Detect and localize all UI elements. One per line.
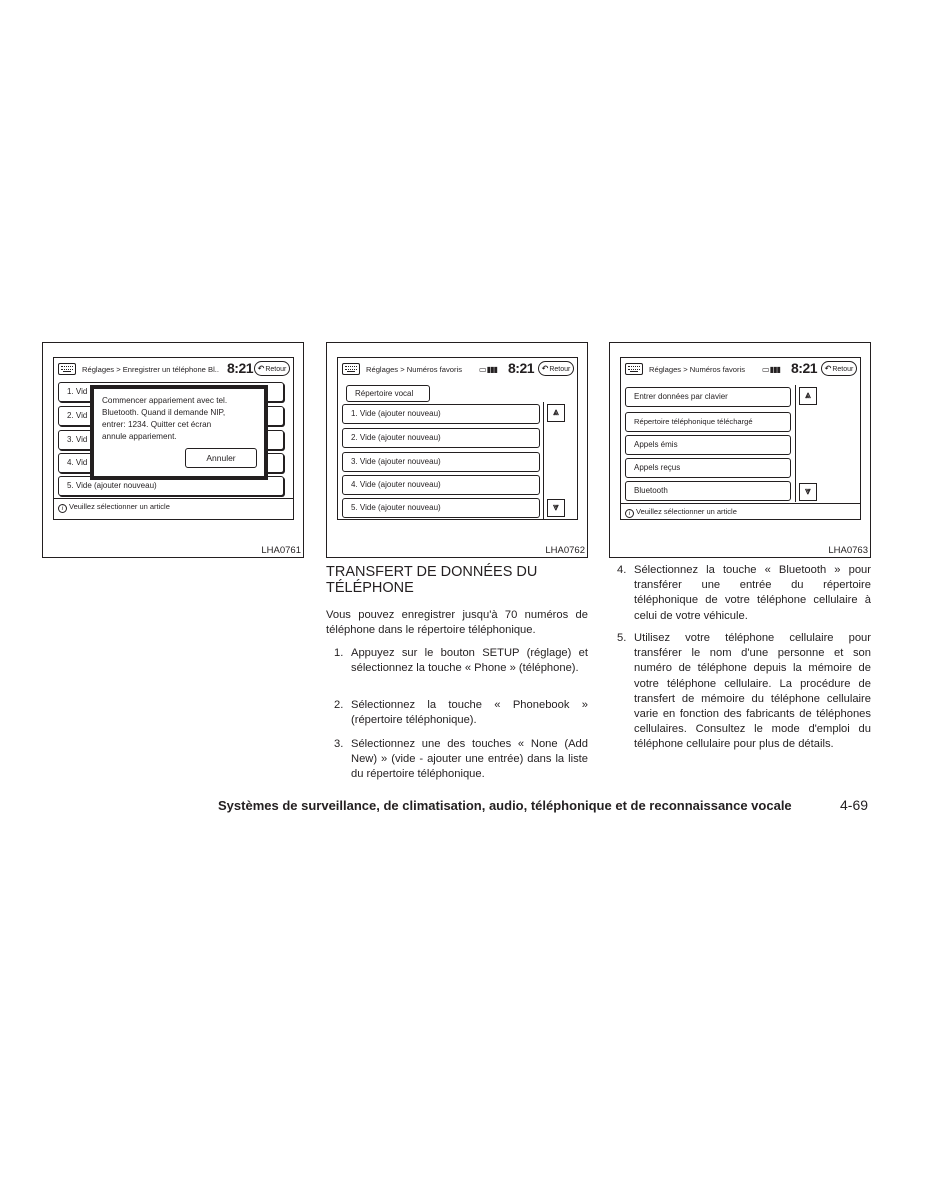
clock: 8:21 [791,360,818,376]
clock: 8:21 [508,360,535,376]
intro-paragraph: Vous pouvez enregistrer jusqu'à 70 numéros de téléphone dans le répertoire téléphonique. [326,609,588,637]
step-number: 2. [334,699,344,711]
keyboard-icon[interactable] [342,363,360,375]
scroll-up-icon[interactable]: ⩓ [547,404,565,422]
figure-code: LHA0762 [545,545,585,556]
breadcrumb: Réglages > Enregistrer un téléphone Bl.. [82,365,219,374]
scrollbar[interactable] [795,385,821,502]
page-number: 4-69 [840,797,869,813]
battery-icon: ▭ [762,365,769,374]
scroll-down-icon[interactable]: ⩔ [547,499,565,517]
figure-code: LHA0761 [261,545,301,556]
list-item-5[interactable]: 5. Vide (ajouter nouveau) [58,476,284,496]
outgoing-calls-button[interactable]: Appels émis [625,435,791,455]
step-text: Utilisez votre téléphone cellulaire pour transférer le nom d'une personne et son numéro de téléphone depuis la mémoire de votre téléphone cellulaire. La procédure de transfert de mémoire du téléphone cellulaire varie en fonction des fabricants de téléphones cellulaires. Consultez le mode d'emploi du téléphone cellulaire pour plus de détails. [634,632,871,751]
info-icon: i [58,504,67,513]
back-arrow-icon: ↶ [257,364,265,373]
list-item-4[interactable]: 4. Vid [58,453,284,473]
step-4 [617,563,871,625]
section-heading: TRANSFERT DE DONNÉES DU TÉLÉPHONE [326,564,538,596]
keypad-entry-button[interactable]: Entrer données par clavier [625,387,791,407]
list-item-4[interactable]: 4. Vide (ajouter nouveau) [342,475,540,495]
info-icon: i [625,509,634,518]
cancel-button[interactable]: Annuler [185,448,257,468]
list-item-1[interactable]: 1. Vide (ajouter nouveau) [342,404,540,424]
figure-code: LHA0763 [828,545,868,556]
signal-icon: ▮▮▮ [486,365,498,374]
back-arrow-icon: ↶ [824,364,832,373]
step-number: 3. [334,738,344,750]
back-button-label: Retour [832,366,854,373]
bluetooth-button[interactable]: Bluetooth [625,481,791,501]
step-text: Sélectionnez la touche « Phonebook » (répertoire téléphonique). [351,699,588,727]
pairing-dialog [90,385,268,480]
figure-transfer-source [609,342,871,558]
info-bar [58,502,170,513]
keyboard-icon[interactable] [58,363,76,375]
keyboard-icon[interactable] [625,363,643,375]
scrollbar[interactable] [543,402,569,519]
screen-header [54,358,293,382]
back-button[interactable] [254,361,290,376]
list-item-3[interactable]: 3. Vid [58,430,284,450]
screen-header [338,358,577,382]
downloaded-phonebook-button[interactable]: Répertoire téléphonique téléchargé [625,412,791,432]
figure-bluetooth-pairing [42,342,304,558]
back-button[interactable] [821,361,857,376]
scroll-up-icon[interactable]: ⩓ [799,387,817,405]
scroll-down-icon[interactable]: ⩔ [799,483,817,501]
step-1 [334,646,588,692]
breadcrumb: Réglages > Numéros favoris [649,365,746,374]
step-text: Sélectionnez une des touches « None (Add New) » (vide - ajouter une entrée) dans la liste du répertoire téléphonique. [351,738,588,781]
info-text: Veuillez sélectionner un article [69,502,170,511]
step-2 [334,698,588,729]
list-item-5[interactable]: 5. Vide (ajouter nouveau) [342,498,540,518]
info-text: Veuillez sélectionner un article [636,507,737,516]
screen-header [621,358,860,382]
back-button[interactable] [538,361,574,376]
divider [621,503,860,504]
back-button-label: Retour [549,366,571,373]
step-number: 1. [334,647,344,659]
step-3 [334,737,588,783]
list-item-2[interactable]: 2. Vid [58,406,284,426]
incoming-calls-button[interactable]: Appels reçus [625,458,791,478]
list-item-2[interactable]: 2. Vide (ajouter nouveau) [342,428,540,448]
step-number: 4. [617,564,627,576]
clock: 8:21 [227,360,254,376]
signal-icon: ▮▮▮ [769,365,781,374]
chapter-title: Systèmes de surveillance, de climatisation, audio, téléphonique et de reconnaissance vocale [218,798,792,813]
battery-icon: ▭ [479,365,486,374]
back-arrow-icon: ↶ [541,364,549,373]
step-5 [617,631,871,753]
pairing-message: Commencer appariement avec tel. Bluetooth. Quand il demande NIP, entrer: 1234. Quitter cet écran annule appariement. [102,396,228,441]
divider [54,498,293,499]
breadcrumb: Réglages > Numéros favoris [366,365,463,374]
display-screen [337,357,578,520]
step-text: Appuyez sur le bouton SETUP (réglage) et sélectionnez la touche « Phone » (téléphone). [351,647,588,675]
list-item-3[interactable]: 3. Vide (ajouter nouveau) [342,452,540,472]
step-number: 5. [617,632,627,644]
display-screen [620,357,861,520]
back-button-label: Retour [265,366,287,373]
figure-favorites [326,342,588,558]
step-text: Sélectionnez la touche « Bluetooth » pour transférer une entrée du répertoire téléphonique de votre téléphone cellulaire à celui de votre véhicule. [634,564,871,622]
voice-phonebook-button[interactable]: Répertoire vocal [346,385,430,402]
list-item-1[interactable]: 1. Vid [58,382,284,402]
info-bar [625,507,737,518]
display-screen [53,357,294,520]
